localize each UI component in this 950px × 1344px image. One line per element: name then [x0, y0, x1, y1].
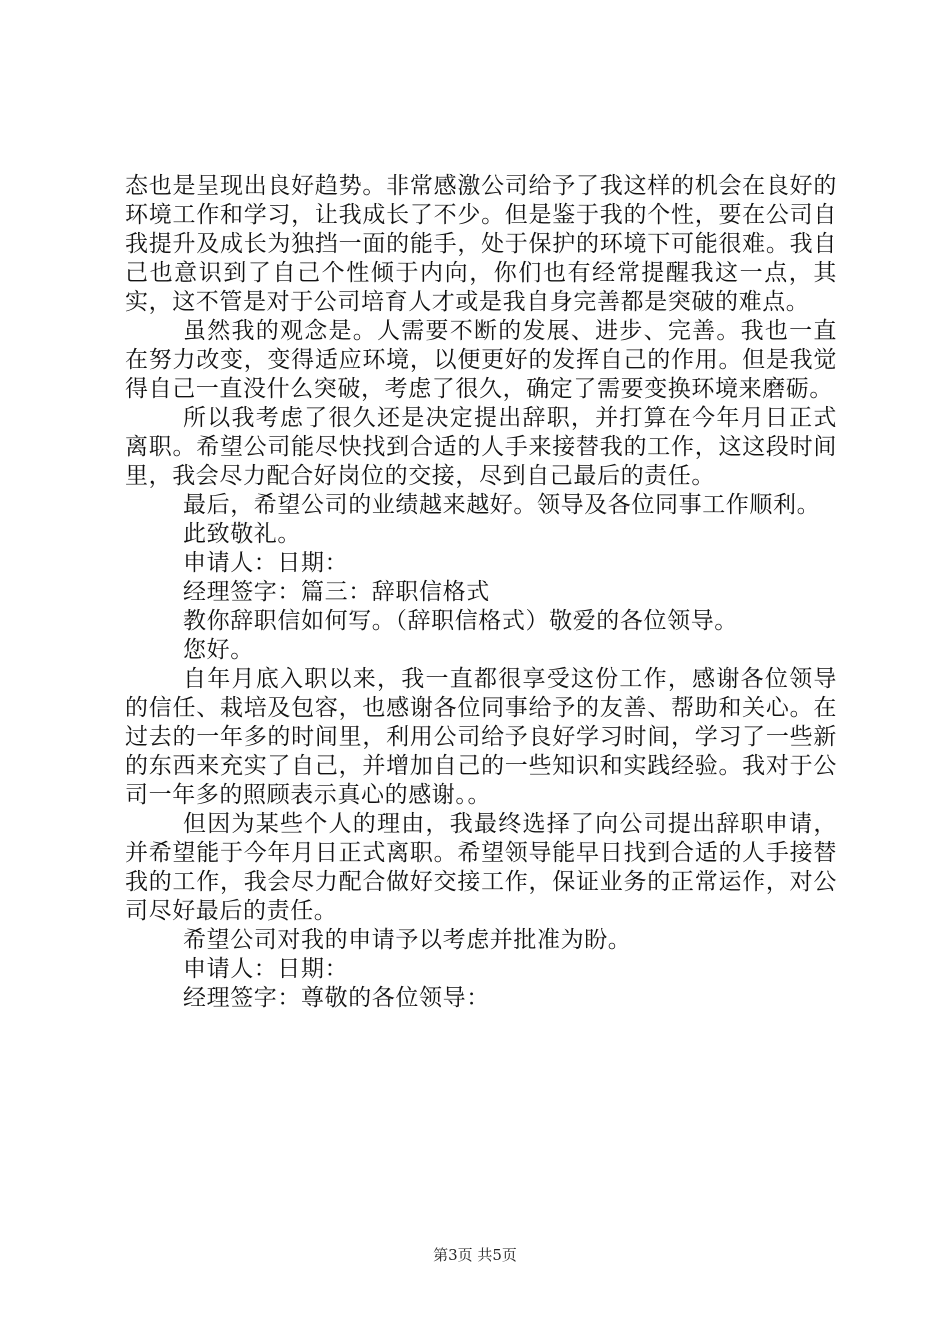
paragraph: 申请人：日期：: [183, 956, 349, 982]
paragraph: 经理签字：篇三：辞职信格式: [183, 579, 490, 605]
paragraph: 所以我考虑了很久还是决定提出辞职，并打算在今年月日正式离职。希望公司能尽快找到合适的人手来接替我的工作，这这段时间里，我会尽力配合好岗位的交接，尽到自己最后的责任。: [125, 405, 837, 489]
paragraph: 自年月底入职以来，我一直都很享受这份工作，感谢各位领导的信任、栽培及包容，也感谢各位同事给予的友善、帮助和关心。在过去的一年多的时间里，利用公司给予良好学习时间，学习了一些新的东西来充实了自己，并增加自己的一些知识和实践经验。我对于公司一年多的照顾表示真心的感谢。。: [125, 666, 837, 808]
paragraph: 态也是呈现出良好趋势。非常感激公司给予了我这样的机会在良好的环境工作和学习，让我成长了不少。但是鉴于我的个性，要在公司自我提升及成长为独挡一面的能手，处于保护的环境下可能很难。我自己也意识到了自己个性倾于内向，你们也有经常提醒我这一点，其实，这不管是对于公司培育人才或是我自身完善都是突破的难点。: [125, 173, 837, 315]
paragraph: 虽然我的观念是。人需要不断的发展、进步、完善。我也一直在努力改变，变得适应环境，以便更好的发挥自己的作用。但是我觉得自己一直没什么突破，考虑了很久，确定了需要变换环境来磨砺。: [125, 318, 837, 402]
paragraph: 教你辞职信如何写。（辞职信格式）敬爱的各位领导。: [183, 608, 738, 634]
paragraph: 最后，希望公司的业绩越来越好。领导及各位同事工作顺利。: [183, 492, 821, 518]
document-body: [125, 172, 837, 1013]
paragraph: 希望公司对我的申请予以考虑并批准为盼。: [183, 927, 632, 953]
paragraph: 经理签字：尊敬的各位领导：: [183, 985, 490, 1011]
paragraph: 申请人：日期：: [183, 550, 349, 576]
page-number-footer: 第3页 共5页: [433, 1246, 517, 1264]
paragraph: 您好。: [183, 637, 254, 663]
paragraph: 此致敬礼。: [183, 521, 301, 547]
paragraph: 但因为某些个人的理由，我最终选择了向公司提出辞职申请，并希望能于今年月日正式离职。希望领导能早日找到合适的人手接替我的工作，我会尽力配合做好交接工作，保证业务的正常运作，对公司尽好最后的责任。: [125, 811, 837, 924]
